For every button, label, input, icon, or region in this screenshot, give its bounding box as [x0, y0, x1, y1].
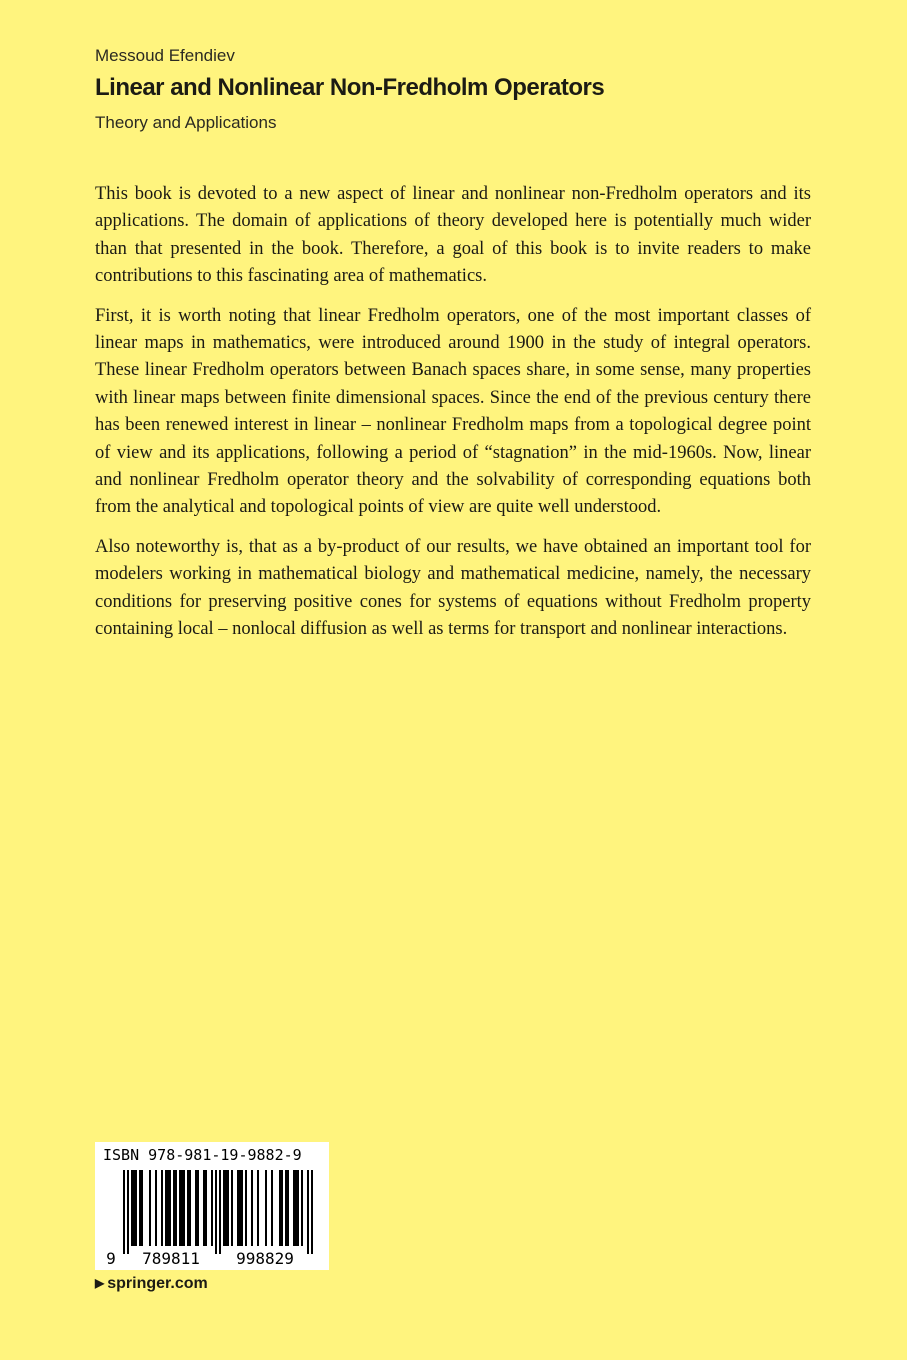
barcode-bar [285, 1170, 287, 1246]
barcode-bar [139, 1170, 141, 1246]
barcode-bar [131, 1170, 133, 1246]
barcode-bar [195, 1170, 197, 1246]
barcode-bar [241, 1170, 243, 1246]
barcode-bar [135, 1170, 137, 1246]
barcode-bar [133, 1170, 135, 1246]
barcode-bar [211, 1170, 213, 1246]
barcode-bar [189, 1170, 191, 1246]
triangle-right-icon: ▶ [95, 1276, 105, 1290]
barcode-bar [297, 1170, 299, 1246]
barcode-bar [257, 1170, 259, 1246]
barcode-bar [311, 1170, 313, 1254]
blurb-paragraph: Also noteworthy is, that as a by-product of our results, we have obtained an important tool for modelers working in mathematical biology and mathematical medicine, namely, the necessary conditions for preserving positive cones for systems of equations without Fredholm property containing local – nonlocal diffusion as well as terms for transport and nonlinear interactions. [95, 536, 811, 640]
blurb-paragraph: First, it is worth noting that linear Fredholm operators, one of the most important classes of linear maps in mathematics, were introduced around 1900 in the study of integral operators. These linear Fredholm operators between Banach spaces share, in some sense, many properties with linear maps between finite dimensional spaces. Since the end of the previous century there has been renewed interest in linear – nonlinear Fredholm maps from a topological degree point of view and its applications, following a period of “stagnation” in the mid-1960s. Now, linear and nonlinear Fredholm operator theory and the solvability of corresponding equations both from the analytical and topological points of view are quite well understood. [95, 305, 811, 518]
barcode-bar [219, 1170, 221, 1254]
barcode-bar [173, 1170, 175, 1246]
barcode-bar [127, 1170, 129, 1254]
barcode-bar [123, 1170, 125, 1254]
barcode-bar [245, 1170, 247, 1246]
barcode-bar [231, 1170, 233, 1246]
barcode-bar [287, 1170, 289, 1246]
publisher-link[interactable] [95, 1275, 208, 1293]
barcode-bar [265, 1170, 267, 1246]
barcode-bar [239, 1170, 241, 1246]
publisher-url: springer.com [107, 1275, 208, 1292]
barcode-bar [161, 1170, 163, 1246]
barcode-digits-lead: 9 [106, 1249, 116, 1268]
barcode-bar [205, 1170, 207, 1246]
barcode-digits-left: 789811 [142, 1249, 200, 1268]
barcode-bar [179, 1170, 181, 1246]
blurb-text [95, 181, 811, 644]
isbn-barcode [95, 1142, 329, 1270]
barcode-bar [279, 1170, 281, 1246]
book-subtitle: Theory and Applications [95, 113, 277, 132]
barcode-bar [181, 1170, 183, 1246]
isbn-label: ISBN 978-981-19-9882-9 [103, 1146, 302, 1164]
barcode-bar [167, 1170, 169, 1246]
barcode-bar [223, 1170, 225, 1246]
barcode-bar [227, 1170, 229, 1246]
blurb-paragraph: This book is devoted to a new aspect of linear and nonlinear non-Fredholm operators and its applications. The domain of applications of theory developed here is potentially much wider than that presented in the book. Therefore, a goal of this book is to invite readers to make contributions to this fascinating area of mathematics. [95, 184, 811, 287]
barcode-bar [175, 1170, 177, 1246]
barcode-bar [237, 1170, 239, 1246]
barcode-bar [281, 1170, 283, 1246]
barcode-bar [271, 1170, 273, 1246]
barcode-bar [155, 1170, 157, 1246]
barcode-bar [169, 1170, 171, 1246]
barcode-digits-right: 998829 [236, 1249, 294, 1268]
barcode-bar [203, 1170, 205, 1246]
book-title: Linear and Nonlinear Non-Fredholm Operators [95, 74, 605, 101]
barcode-bar [187, 1170, 189, 1246]
barcode-bar [141, 1170, 143, 1246]
barcode-bar [197, 1170, 199, 1246]
barcode-bar [165, 1170, 167, 1246]
barcode-bar [251, 1170, 253, 1246]
barcode-bar [183, 1170, 185, 1246]
barcode-bar [225, 1170, 227, 1246]
barcode-bar [293, 1170, 295, 1246]
barcode-bar [149, 1170, 151, 1246]
barcode-bar [307, 1170, 309, 1254]
barcode-bar [215, 1170, 217, 1254]
barcode-bar [301, 1170, 303, 1246]
barcode-graphic [95, 1142, 329, 1270]
author-name: Messoud Efendiev [95, 46, 235, 65]
barcode-bar [295, 1170, 297, 1246]
